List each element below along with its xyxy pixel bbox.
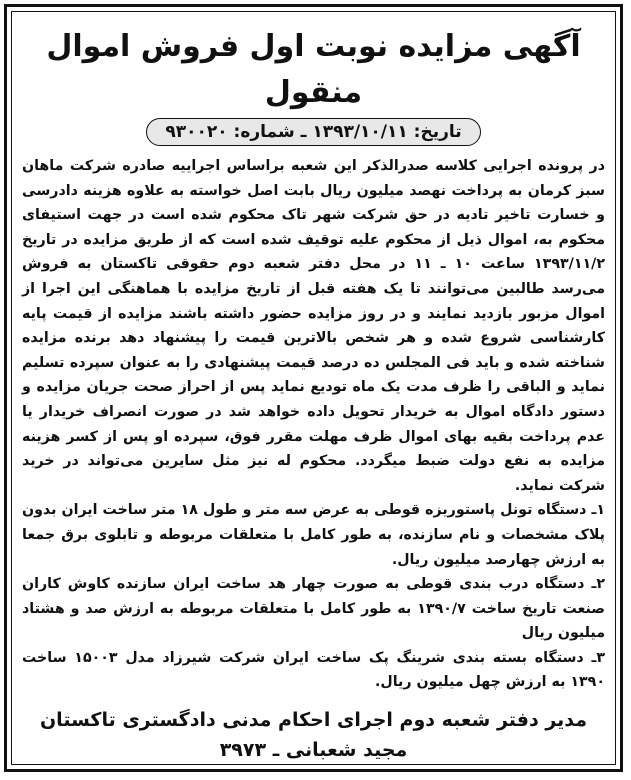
notice-title: آگهی مزایده نوبت اول فروش اموال منقول — [46, 29, 581, 110]
notice-inner-frame — [11, 11, 616, 765]
date-row — [22, 118, 605, 146]
signer-name: مجید شعبانی ـ ۳۹۷۳ — [219, 739, 408, 762]
notice-body — [22, 154, 605, 695]
notice-frame — [4, 4, 623, 772]
signer-title: مدیر دفتر شعبه دوم اجرای احکام مدنی دادگستری تاکستان — [39, 709, 588, 732]
item-2: ۲ـ دستگاه درب بندی قوطی به صورت چهار هد ساخت ایران سازنده کاوش کاران صنعت تاریخ ساخت ۱۳۹۰/۷ به طور کامل با متعلقات مربوطه به ارزش صد و هشتاد میلیون ریال — [22, 576, 605, 642]
item-3: ۳ـ دستگاه بسته بندی شرینگ پک ساخت ایران شرکت شیرزاد مدل ۱۵۰۰۳ ساخت ۱۳۹۰ به ارزش چهل میلیون ریال. — [22, 649, 606, 691]
main-paragraph: در پرونده اجرایی کلاسه صدرالذکر این شعبه براساس اجراییه صادره شرکت ماهان سبز کرمان به پرداخت نهصد میلیون ریال بابت اصل خواسته به علاوه هزینه دادرسی و خسارت تاخیر تادیه در حق شرکت شهر تاک محکوم شده است در جهت استیفای محکوم به، اموال ذیل از محکوم علیه توقیف شده است که از طریق مزایده در تاریخ ۱۳۹۳/۱۱/۲ ساعت ۱۰ ـ ۱۱ در محل دفتر شعبه دوم حقوقی تاکستان به فروش می‌رسد طالبین می‌توانند تا یک هفته قبل از تاریخ مزایده با هماهنگی این اجرا از اموال مزبور بازدید نمایند و در روز مزایده حضور داشته باشند مزایده از قیمت پایه کارشناسی شروع شده و هر شخص بالاترین قیمت را پیشنهاد دهد برنده مزایده شناخته شده و باید فی المجلس ده درصد قیمت پیشنهادی را به عنوان سپرده تسلیم نماید و الباقی را ظرف مدت یک ماه تودیع نماید پس از احراز صحت جریان مزایده و دستور دادگاه اموال به خریدار تحویل داده خواهد شد در صورت انصراف خریدار یا عدم پرداخت بقیه بهای اموال ظرف مهلت مقرر فوق، سپرده او پس از کسر هزینه مزایده به نفع دولت ضبط میگردد. محکوم له نیز مثل سایرین می‌تواند در خرید شرکت نماید. — [22, 158, 605, 494]
date-number-badge: تاریخ: ۱۳۹۳/۱۰/۱۱ ـ شماره: ۹۳۰۰۲۰ — [146, 118, 480, 146]
item-1: ۱ـ دستگاه تونل پاستوریزه قوطی به عرض سه متر و طول ۱۸ متر ساخت ایران بدون پلاک مشخصات و نام سازنده، به طور کامل با متعلقات مربوطه و تابلوی برق جمعا به ارزش چهارصد میلیون ریال. — [22, 502, 606, 568]
signature-block — [22, 705, 605, 765]
